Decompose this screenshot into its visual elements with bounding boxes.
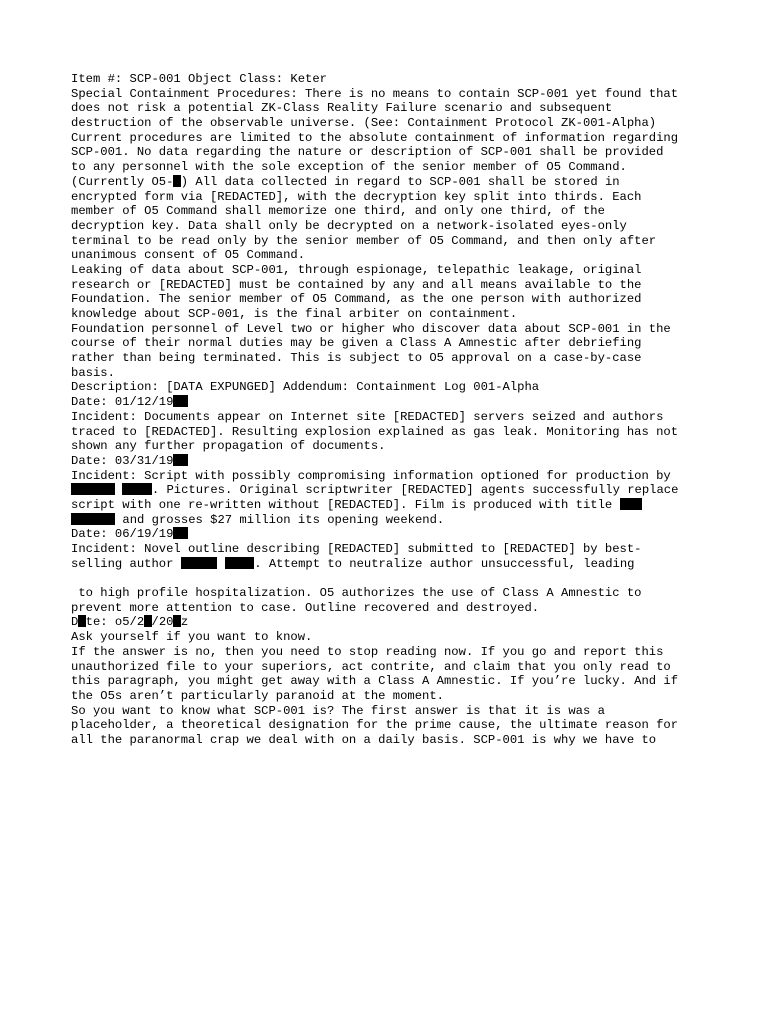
text-line <box>71 704 711 719</box>
text-line <box>71 557 711 572</box>
text-segment: (Currently O5- <box>71 174 174 189</box>
text-segment: member of O5 Command shall memorize one third, and only one third, of the <box>71 204 605 219</box>
text-line <box>71 336 711 351</box>
text-line <box>71 351 711 366</box>
redaction-bar <box>144 615 151 627</box>
text-line <box>71 674 711 689</box>
redaction-bar <box>173 175 180 187</box>
text-line <box>71 689 711 704</box>
text-segment: script with one re-written without [REDACTED]. Film is produced with title <box>71 497 620 512</box>
text-segment: Incident: Novel outline describing [REDACTED] submitted to [REDACTED] by best- <box>71 542 642 556</box>
text-line <box>71 292 711 307</box>
text-segment: Foundation. The senior member of O5 Command, as the one person with authorized <box>71 292 642 307</box>
text-segment: shown any further propagation of documents. <box>71 439 386 454</box>
text-segment <box>217 557 224 571</box>
text-line <box>71 116 711 131</box>
text-line <box>71 366 711 381</box>
text-segment: . Pictures. Original scriptwriter [REDACTED] agents successfully replace <box>151 483 679 498</box>
text-segment: Incident: Script with possibly compromising information optioned for production by <box>71 468 671 483</box>
text-line <box>71 645 711 660</box>
text-segment: Date: 01/12/19 <box>71 395 174 410</box>
redaction-bar <box>181 557 218 569</box>
text-line <box>71 204 711 219</box>
text-segment: unanimous consent of O5 Command. <box>71 248 306 263</box>
text-line <box>71 615 711 630</box>
text-line <box>71 542 711 557</box>
redaction-bar <box>620 498 642 510</box>
text-segment: z <box>180 615 189 630</box>
text-segment: rather than being terminated. This is subject to O5 approval on a case-by-case <box>71 351 642 366</box>
text-segment: to any personnel with the sole exception of the senior member of O5 Command. <box>71 160 627 175</box>
text-line <box>71 410 711 425</box>
text-line <box>71 395 711 410</box>
text-segment: placeholder, a theoretical designation for the prime cause, the ultimate reason for <box>71 718 679 733</box>
text-line <box>71 469 711 484</box>
redaction-bar <box>71 483 115 495</box>
text-segment: decryption key. Data shall only be decrypted on a network-isolated eyes-only <box>71 218 627 233</box>
text-segment: Description: [DATA EXPUNGED] Addendum: Containment Log 001-Alpha <box>71 380 540 395</box>
text-segment: . Attempt to neutralize author unsuccessful, leading <box>254 556 635 571</box>
text-segment: terminal to be read only by the senior member of O5 Command, and then only after <box>71 233 657 248</box>
text-segment: Current procedures are limited to the absolute containment of information regarding <box>71 130 679 145</box>
redaction-bar <box>173 395 188 407</box>
text-segment: the O5s aren’t particularly paranoid at the moment. <box>71 688 444 703</box>
text-line <box>71 322 711 337</box>
text-segment: te: o5/2 <box>85 615 145 630</box>
text-line <box>71 101 711 116</box>
redaction-bar <box>71 513 115 525</box>
text-line <box>71 439 711 454</box>
text-segment: Incident: Documents appear on Internet site [REDACTED] servers seized and authors <box>71 409 664 424</box>
text-segment: basis. <box>71 365 115 380</box>
redaction-bar <box>173 527 188 539</box>
document-body <box>71 72 711 748</box>
text-line <box>71 278 711 293</box>
text-line <box>71 483 711 498</box>
text-line <box>71 380 711 395</box>
text-segment: So you want to know what SCP-001 is? The first answer is that it is was a <box>71 703 605 718</box>
text-segment: Date: 03/31/19 <box>71 453 174 468</box>
redaction-bar <box>173 615 180 627</box>
text-segment: Item #: SCP-001 Object Class: Keter <box>71 72 327 86</box>
text-line <box>71 307 711 322</box>
text-line <box>71 87 711 102</box>
text-line <box>71 175 711 190</box>
text-segment: this paragraph, you might get away with a Class A Amnestic. If you’re lucky. And if <box>71 674 679 689</box>
text-line <box>71 219 711 234</box>
redaction-bar <box>225 557 254 569</box>
text-segment: to high profile hospitalization. O5 authorizes the use of Class A Amnestic to <box>71 586 642 601</box>
text-line <box>71 498 711 513</box>
text-line <box>71 131 711 146</box>
text-line <box>71 234 711 249</box>
text-line <box>71 263 711 278</box>
text-segment: unauthorized file to your superiors, act contrite, and claim that you only read to <box>71 659 671 674</box>
text-line <box>71 72 711 87</box>
text-line <box>71 160 711 175</box>
text-segment: all the paranormal crap we deal with on a daily basis. SCP-001 is why we have to <box>71 732 657 747</box>
text-line <box>71 513 711 528</box>
text-segment: prevent more attention to case. Outline recovered and destroyed. <box>71 600 540 615</box>
text-line <box>71 190 711 205</box>
text-line <box>71 630 711 645</box>
text-line <box>71 660 711 675</box>
text-line <box>71 248 711 263</box>
text-segment: knowledge about SCP-001, is the final arbiter on containment. <box>71 307 518 321</box>
text-line <box>71 733 711 748</box>
redaction-bar <box>173 454 188 466</box>
text-segment: SCP-001. No data regarding the nature or description of SCP-001 shall be provided <box>71 145 664 160</box>
text-segment: Date: 06/19/19 <box>71 527 174 542</box>
text-line <box>71 454 711 469</box>
text-line <box>71 425 711 440</box>
text-segment: If the answer is no, then you need to stop reading now. If you go and report this <box>71 644 664 659</box>
text-segment: Leaking of data about SCP-001, through espionage, telepathic leakage, original <box>71 262 642 277</box>
text-segment: ) All data collected in regard to SCP-001 shall be stored in <box>180 174 620 189</box>
text-segment: Special Containment Procedures: There is no means to contain SCP-001 yet found that <box>71 86 679 101</box>
text-line <box>71 718 711 733</box>
text-segment: Foundation personnel of Level two or higher who discover data about SCP-001 in the <box>71 321 671 336</box>
redaction-bar <box>122 483 151 495</box>
text-segment: course of their normal duties may be given a Class A Amnestic after debriefing <box>71 336 642 351</box>
text-line <box>71 145 711 160</box>
text-line <box>71 586 711 601</box>
blank-line <box>71 571 711 586</box>
text-line <box>71 527 711 542</box>
text-segment: and grosses $27 million its opening weekend. <box>115 512 445 527</box>
text-segment: encrypted form via [REDACTED], with the decryption key split into thirds. Each <box>71 189 642 204</box>
text-segment: D <box>71 615 79 630</box>
text-segment: research or [REDACTED] must be contained by any and all means available to the <box>71 277 642 292</box>
text-segment: selling author <box>71 556 181 571</box>
redaction-bar <box>78 615 85 627</box>
text-line <box>71 601 711 616</box>
text-segment: traced to [REDACTED]. Resulting explosion explained as gas leak. Monitoring has not <box>71 424 679 439</box>
text-segment: Ask yourself if you want to know. <box>71 630 313 645</box>
text-segment <box>115 483 122 497</box>
text-segment: destruction of the observable universe. (See: Containment Protocol ZK-001-Alpha) <box>71 116 657 131</box>
text-segment: does not risk a potential ZK-Class Reality Failure scenario and subsequent <box>71 101 613 116</box>
text-segment: /20 <box>151 615 174 630</box>
